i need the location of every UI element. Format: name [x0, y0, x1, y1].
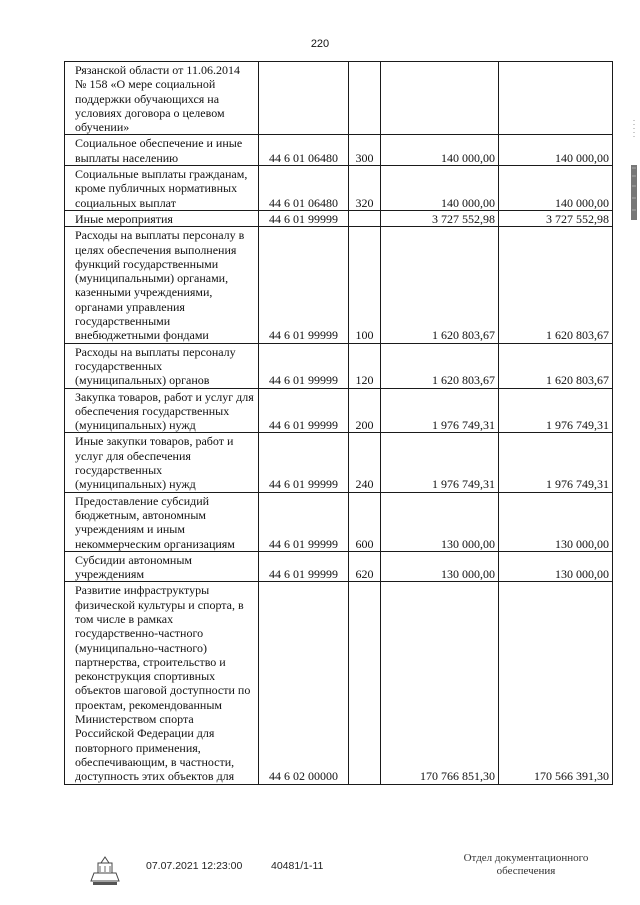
- expense-item-name: Расходы на выплаты персоналу в целях обеспечения выполнения функций государственными (муниципальными) органами, казенными учреждениями, органами управления государственными внебюджетными фондами: [65, 227, 259, 343]
- table-row: [65, 166, 613, 211]
- amount-executed: 140 000,00: [499, 135, 613, 166]
- expense-type-code: 320: [349, 166, 381, 211]
- target-article-code: 44 6 01 06480: [259, 135, 349, 166]
- table-row: [65, 227, 613, 343]
- department-stamp: [451, 852, 601, 878]
- amount-executed: [499, 62, 613, 135]
- table-row: [65, 551, 613, 582]
- target-article-code: 44 6 01 99999: [259, 492, 349, 551]
- target-article-code: 44 6 01 99999: [259, 210, 349, 226]
- amount-executed: 140 000,00: [499, 166, 613, 211]
- target-article-code: 44 6 01 99999: [259, 388, 349, 433]
- expense-type-code: 300: [349, 135, 381, 166]
- amount-planned: 170 766 851,30: [381, 582, 499, 784]
- expense-item-name: Расходы на выплаты персоналу государственных (муниципальных) органов: [65, 343, 259, 388]
- table-row: [65, 492, 613, 551]
- stamp-line-1: Отдел документационного: [463, 852, 589, 864]
- expense-item-name: Социальные выплаты гражданам, кроме публичных нормативных социальных выплат: [65, 166, 259, 211]
- amount-planned: 140 000,00: [381, 166, 499, 211]
- expense-item-name: Развитие инфраструктуры физической культуры и спорта, в том числе в рамках государственно-частного (муниципально-частного) партнерства, строительство и реконструкция спортивных объектов шаговой доступности по проектам, рекомендованным Министерством спорта Российской Федерации для повторного применения, обеспечивающим, в частности, доступность этих объектов для: [65, 582, 259, 784]
- amount-planned: 1 976 749,31: [381, 388, 499, 433]
- budget-table: [64, 61, 613, 785]
- amount-executed: 170 566 391,30: [499, 582, 613, 784]
- amount-planned: 3 727 552,98: [381, 210, 499, 226]
- target-article-code: 44 6 02 00000: [259, 582, 349, 784]
- emblem-icon: [88, 854, 122, 888]
- amount-executed: 130 000,00: [499, 492, 613, 551]
- table-row: [65, 582, 613, 784]
- table-row: [65, 210, 613, 226]
- expense-item-name: Рязанской области от 11.06.2014 № 158 «О мере социальной поддержки обучающихся на условиях договора о целевом обучении»: [65, 62, 259, 135]
- amount-planned: 1 620 803,67: [381, 227, 499, 343]
- expense-type-code: 200: [349, 388, 381, 433]
- amount-executed: 1 620 803,67: [499, 343, 613, 388]
- table-row: [65, 433, 613, 492]
- expense-item-name: Закупка товаров, работ и услуг для обеспечения государственных (муниципальных) нужд: [65, 388, 259, 433]
- page-footer: [0, 852, 640, 892]
- amount-executed: 130 000,00: [499, 551, 613, 582]
- expense-type-code: 240: [349, 433, 381, 492]
- footer-doc-number: 40481/1-11: [271, 860, 324, 872]
- target-article-code: 44 6 01 99999: [259, 433, 349, 492]
- target-article-code: 44 6 01 06480: [259, 166, 349, 211]
- amount-planned: 140 000,00: [381, 135, 499, 166]
- expense-item-name: Иные закупки товаров, работ и услуг для обеспечения государственных (муниципальных) нужд: [65, 433, 259, 492]
- target-article-code: [259, 62, 349, 135]
- expense-type-code: [349, 62, 381, 135]
- amount-planned: 1 620 803,67: [381, 343, 499, 388]
- target-article-code: 44 6 01 99999: [259, 227, 349, 343]
- expense-item-name: Предоставление субсидий бюджетным, автономным учреждениям и иным некоммерческим организациям: [65, 492, 259, 551]
- amount-planned: [381, 62, 499, 135]
- footer-datetime: 07.07.2021 12:23:00: [146, 860, 243, 872]
- expense-type-code: 600: [349, 492, 381, 551]
- amount-planned: 130 000,00: [381, 551, 499, 582]
- amount-executed: 1 976 749,31: [499, 388, 613, 433]
- amount-planned: 1 976 749,31: [381, 433, 499, 492]
- table-row: [65, 62, 613, 135]
- amount-planned: 130 000,00: [381, 492, 499, 551]
- expense-item-name: Иные мероприятия: [65, 210, 259, 226]
- expense-type-code: [349, 210, 381, 226]
- amount-executed: 3 727 552,98: [499, 210, 613, 226]
- table-row: [65, 135, 613, 166]
- target-article-code: 44 6 01 99999: [259, 343, 349, 388]
- page-number: 220: [310, 38, 330, 50]
- stamp-line-2: обеспечения: [496, 865, 556, 877]
- table-row: [65, 388, 613, 433]
- expense-type-code: 620: [349, 551, 381, 582]
- scan-edge-marks: [630, 120, 638, 230]
- expense-item-name: Субсидии автономным учреждениям: [65, 551, 259, 582]
- amount-executed: 1 976 749,31: [499, 433, 613, 492]
- expense-type-code: 120: [349, 343, 381, 388]
- table-row: [65, 343, 613, 388]
- expense-type-code: [349, 582, 381, 784]
- target-article-code: 44 6 01 99999: [259, 551, 349, 582]
- budget-table-body: [65, 62, 613, 785]
- expense-type-code: 100: [349, 227, 381, 343]
- amount-executed: 1 620 803,67: [499, 227, 613, 343]
- expense-item-name: Социальное обеспечение и иные выплаты населению: [65, 135, 259, 166]
